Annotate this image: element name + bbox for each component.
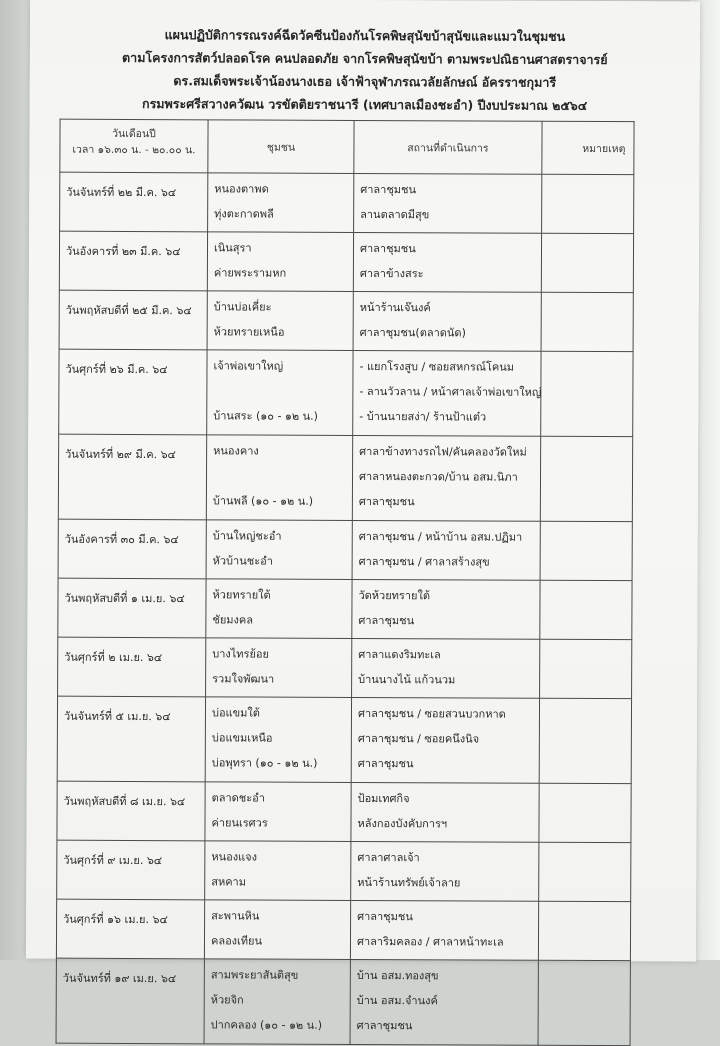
location-name: ศาลาชุมชน xyxy=(359,241,416,256)
row-remark xyxy=(541,351,633,436)
row-communities xyxy=(204,900,350,960)
row-date: วันพฤหัสบดีที่ ๘ เม.ย. ๖๔ xyxy=(57,781,205,841)
row-date: วันศุกร์ที่ ๑๖ เม.ย. ๖๔ xyxy=(56,899,204,959)
location-name: ศาลาชุมชน xyxy=(356,1018,413,1033)
row-remark xyxy=(539,783,631,842)
row-communities xyxy=(205,782,351,842)
row-locations xyxy=(352,520,540,580)
table-row xyxy=(58,434,632,522)
table-row xyxy=(60,172,634,234)
table-row xyxy=(56,958,630,1046)
table-body xyxy=(56,172,634,1045)
community-name: ค่ายพระรามหก xyxy=(213,266,287,280)
community-name: หัวบ้านชะอำ xyxy=(212,554,273,568)
location-name: ศาลาชุมชน(ตลาดนัด) xyxy=(359,325,466,340)
table-row xyxy=(58,519,632,581)
row-communities xyxy=(206,579,352,639)
row-remark xyxy=(539,698,631,783)
header-remark-cell: หมายเหตุ xyxy=(542,121,634,174)
community-name: บางไทรย้อย xyxy=(212,647,269,661)
table-row xyxy=(57,840,631,902)
community-name: หนองตาพด xyxy=(214,182,269,196)
table-row xyxy=(57,696,631,784)
community-name: บ้านสระ (๑๐ - ๑๒ น.) xyxy=(213,409,319,423)
row-date: วันศุกร์ที่ ๙ เม.ย. ๖๔ xyxy=(57,840,205,900)
community-name: ตลาดชะอำ xyxy=(211,791,266,805)
table-row xyxy=(58,637,632,699)
header-community-cell: ชุมชน xyxy=(208,120,354,174)
community-name: ค่ายนเรศวร xyxy=(211,816,268,830)
header-date-cell xyxy=(60,119,208,173)
row-locations xyxy=(350,959,538,1045)
header-line-2: ตามโครงการสัตว์ปลอดโรค คนปลอดภัย จากโรคพิษสุนัขบ้า ตามพระปณิธานศาสตราจารย์ xyxy=(122,49,608,68)
row-date: วันอังคารที่ ๓๐ มี.ค. ๖๔ xyxy=(58,519,206,579)
row-communities xyxy=(206,638,352,698)
row-remark xyxy=(538,901,630,960)
row-communities xyxy=(204,959,350,1045)
row-locations xyxy=(351,697,539,783)
location-name: ศาลาแดงริมทะเล xyxy=(358,647,441,662)
row-locations xyxy=(354,173,542,233)
community-name: บ่อแขมเหนือ xyxy=(211,731,273,745)
header-date-label: วันเดือนปี xyxy=(112,127,156,141)
row-locations xyxy=(351,782,539,842)
location-name: ศาลาชุมชน xyxy=(357,909,413,924)
location-name: ลานตลาดมีสุข xyxy=(360,207,430,222)
location-name: บ้านนางไน้ แก้วนวม xyxy=(358,672,456,687)
location-name: - บ้านนายสง่า/ ร้านป้าแต๋ว xyxy=(359,409,487,424)
community-name: ห้วยทรายเหนือ xyxy=(213,325,285,339)
location-name: - ลานวัวลาน / หน้าศาลเจ้าพ่อเขาใหญ่ xyxy=(359,384,542,399)
community-name: สหคาม xyxy=(211,875,247,889)
location-name: วัดห้วยทรายใต้ xyxy=(358,588,431,603)
community-name: คลองเทียน xyxy=(210,934,263,948)
community-name: ทุ่งตะกาดพลี xyxy=(214,207,274,221)
document-sheet xyxy=(26,0,700,1033)
location-name: ศาลาศาลเจ้า xyxy=(357,850,420,865)
row-date: วันจันทร์ที่ ๕ เม.ย. ๖๔ xyxy=(57,696,205,782)
row-date: วันศุกร์ที่ ๒๖ มี.ค. ๖๔ xyxy=(59,349,207,435)
community-name: สะพานหิน xyxy=(211,909,260,923)
community-name: ห้วยจิก xyxy=(210,993,244,1007)
table-row xyxy=(59,349,633,437)
row-remark xyxy=(542,174,634,233)
community-name: บ้านบ่อเคี่ยะ xyxy=(213,300,272,314)
table-row xyxy=(59,290,633,352)
header-location-cell: สถานที่ดำเนินการ xyxy=(354,120,542,174)
location-name: ศาลาชุมชน / ซอยคนึงนิจ xyxy=(357,731,480,746)
row-communities xyxy=(207,232,353,292)
location-name: ศาลาชุมชน xyxy=(357,756,414,771)
row-date: วันจันทร์ที่ ๒๙ มี.ค. ๖๔ xyxy=(58,434,206,520)
location-name: ศาลาข้างทางรถไฟ/คันคลองวัดใหม่ xyxy=(359,444,527,459)
location-name: - แยกโรงสูบ / ซอยสหกรณ์โคนม xyxy=(359,359,515,374)
row-communities xyxy=(205,841,351,901)
table-row xyxy=(59,231,633,293)
table-row xyxy=(57,781,631,843)
row-locations xyxy=(352,579,540,639)
community-name: เจ้าพ่อเขาใหญ่ xyxy=(213,359,284,373)
location-name: ศาลาชุมชน xyxy=(358,613,415,628)
row-remark xyxy=(539,842,631,901)
row-date: วันศุกร์ที่ ๒ เม.ย. ๖๔ xyxy=(58,637,206,697)
location-name: ศาลาชุมชน xyxy=(358,494,415,509)
row-locations xyxy=(350,900,538,960)
header-line-4: กรมพระศรีสวางควัฒน วรขัตติยราชนารี (เทศบาลเมืองชะอำ) ปีงบประมาณ ๒๕๖๔ xyxy=(142,96,588,113)
location-name: ศาลาข้างสระ xyxy=(359,266,424,281)
community-name: เนินสุรา xyxy=(213,241,252,255)
community-name: หนองคาง xyxy=(213,444,259,458)
row-communities xyxy=(208,173,354,233)
location-name: ศาลาริมคลอง / ศาลาหน้าทะเล xyxy=(356,934,504,949)
row-remark xyxy=(538,960,630,1045)
document-header xyxy=(30,23,700,118)
community-name: บ้านพลี (๑๐ - ๑๒ น.) xyxy=(212,494,314,508)
row-locations xyxy=(351,841,539,901)
location-name: ศาลาหนองตะกวด/บ้าน อสม.นิภา xyxy=(358,469,518,484)
row-remark xyxy=(540,521,632,580)
row-date: วันอังคารที่ ๒๓ มี.ค. ๖๔ xyxy=(59,231,207,291)
community-name: บ่อแขมใต้ xyxy=(211,706,260,720)
community-name: บ้านใหญ่ชะอำ xyxy=(212,529,282,543)
row-communities xyxy=(206,435,352,521)
community-name: ห้วยทรายใต้ xyxy=(212,588,271,602)
location-name: หน้าร้านเจ๊นงค์ xyxy=(359,300,431,315)
row-remark xyxy=(540,580,632,639)
row-locations xyxy=(352,435,540,521)
row-communities xyxy=(207,291,353,351)
row-communities xyxy=(207,350,353,436)
community-name: ปากคลอง (๑๐ - ๑๒ น.) xyxy=(210,1018,323,1032)
location-name: ศาลาชุมชน / หน้าบ้าน อสม.ปฏิมา xyxy=(358,529,523,544)
location-name: ป้อมเทศกิจ xyxy=(357,791,410,806)
row-locations xyxy=(353,291,541,351)
row-remark xyxy=(540,436,632,521)
location-name: ศาลาชุมชน xyxy=(360,182,417,197)
community-name: รวมใจพัฒนา xyxy=(212,672,275,686)
community-name: สามพระยาสันติสุข xyxy=(210,968,299,982)
row-communities xyxy=(206,520,352,580)
location-name: หลังกองบังคับการฯ xyxy=(357,816,448,831)
header-time-label: เวลา ๑๖.๓๐ น. - ๒๐.๐๐ น. xyxy=(72,143,196,157)
community-name: ชัยมงคล xyxy=(212,613,254,627)
table-header-row xyxy=(60,119,634,175)
row-remark xyxy=(540,639,632,698)
row-communities xyxy=(205,697,351,783)
community-name: บ่อพุทรา (๑๐ - ๑๒ น.) xyxy=(211,756,318,770)
table-row xyxy=(56,899,630,961)
row-locations xyxy=(353,232,541,292)
row-date: วันจันทร์ที่ ๒๒ มี.ค. ๖๔ xyxy=(60,172,208,232)
header-line-1: แผนปฏิบัติการรณรงค์ฉีดวัคซีนป้องกันโรคพิษสุนัขบ้าสุนัขและแมวในชุมชน xyxy=(164,27,566,44)
row-date: วันพฤหัสบดีที่ ๑ เม.ย. ๖๔ xyxy=(58,578,206,638)
header-line-3: ดร.สมเด็จพระเจ้าน้องนางเธอ เจ้าฟ้าจุฬาภรณวลัยลักษณ์ อัครราชกุมารี xyxy=(173,73,557,90)
row-date: วันพฤหัสบดีที่ ๒๕ มี.ค. ๖๔ xyxy=(59,290,207,350)
row-remark xyxy=(541,292,633,351)
community-name xyxy=(213,383,352,409)
location-name: บ้าน อสม.ทองสุข xyxy=(356,968,439,983)
location-name: บ้าน อสม.จำนงค์ xyxy=(356,993,438,1008)
row-locations xyxy=(353,350,541,436)
location-name: หน้าร้านทรัพย์เจ้าลาย xyxy=(357,875,461,890)
table-row xyxy=(58,578,632,640)
community-name xyxy=(213,468,352,494)
row-remark xyxy=(541,233,633,292)
row-date: วันจันทร์ที่ ๑๙ เม.ย. ๖๔ xyxy=(56,958,204,1044)
location-name: ศาลาชุมชน / ซอยสวนบวกหาด xyxy=(357,706,506,721)
schedule-table xyxy=(56,119,635,1046)
row-locations xyxy=(352,638,540,698)
community-name: หนองแจง xyxy=(211,850,258,864)
location-name: ศาลาชุมชน / ศาลาสร้างสุข xyxy=(358,554,490,569)
